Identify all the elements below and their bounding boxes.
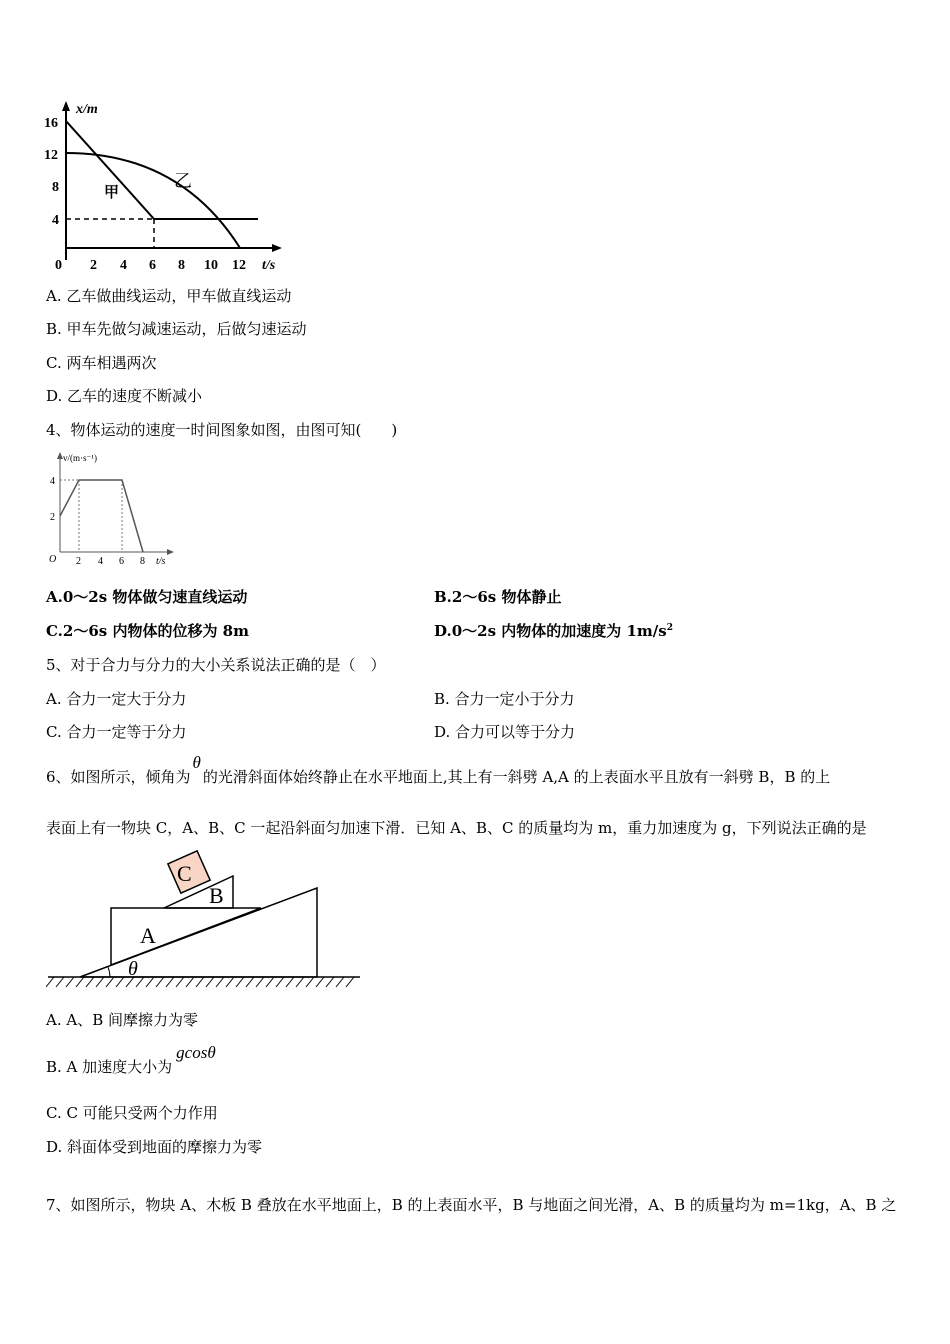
- velocity-line: [60, 480, 143, 552]
- x-tick: 6: [149, 258, 156, 273]
- q3-option-a: A. 乙车做曲线运动，甲车做直线运动: [46, 287, 292, 305]
- x-tick: 4: [120, 258, 127, 273]
- y-tick: 12: [44, 148, 58, 163]
- series-yi-curve: [66, 153, 240, 248]
- q6-option-d: D. 斜面体受到地面的摩擦力为零: [46, 1138, 263, 1156]
- q5-stem: 5、对于合力与分力的大小关系说法正确的是（ ）: [46, 656, 386, 674]
- q5-option-b: B. 合力一定小于分力: [434, 690, 575, 708]
- y-tick: 4: [52, 213, 59, 228]
- incline-figure: [46, 845, 366, 995]
- t-axis-label: t/s: [156, 556, 166, 567]
- v-tick: 2: [50, 512, 55, 523]
- series-jia-label: 甲: [104, 185, 120, 201]
- q3-option-b: B. 甲车先做匀减速运动，后做匀速运动: [46, 320, 307, 338]
- x-axis-label: t/s: [262, 258, 276, 273]
- q5-option-a: A. 合力一定大于分力: [46, 690, 187, 708]
- q3-option-d: D. 乙车的速度不断减小: [46, 387, 203, 405]
- q3-option-c: C. 两车相遇两次: [46, 354, 157, 372]
- q6-option-b: B. A 加速度大小为gcosθ: [46, 1043, 216, 1076]
- v-axis-label: v/(m·s⁻¹): [63, 453, 97, 463]
- vt-graph: [46, 450, 186, 572]
- label-a: A: [140, 923, 156, 948]
- q6-option-a: A. A、B 间摩擦力为零: [46, 1011, 198, 1029]
- x-tick: 12: [232, 258, 246, 273]
- q4-option-b: B.2～6s 物体静止: [434, 588, 562, 606]
- q4-option-c: C.2～6s 内物体的位移为 8m: [46, 622, 249, 640]
- x-tick: 8: [178, 258, 185, 273]
- origin-label: O: [49, 554, 57, 565]
- y-tick: 16: [44, 116, 58, 131]
- label-b: B: [209, 883, 224, 908]
- x-tick: 2: [90, 258, 97, 273]
- label-c: C: [177, 861, 192, 886]
- q5-option-d: D. 合力可以等于分力: [434, 723, 576, 741]
- q6-option-c: C. C 可能只受两个力作用: [46, 1104, 218, 1122]
- q6-stem-line2: 表面上有一物块 C，A、B、C 一起沿斜面匀加速下滑．已知 A、B、C 的质量均为 m，重力加速度为 g，下列说法正确的是: [46, 819, 867, 837]
- q4-option-d: D.0～2s 内物体的加速度为 $1m/s^2$: [434, 622, 673, 640]
- q6-stem-line1: 6、如图所示，倾角为θ的光滑斜面体始终静止在水平地面上,其上有一斜劈 A,A 的上表面水平且放有一斜劈 B，B 的上: [46, 753, 831, 786]
- q4-stem: 4、物体运动的速度一时间图象如图，由图可知( ): [46, 421, 398, 439]
- q4-option-a: A.0～2s 物体做匀速直线运动: [46, 588, 248, 606]
- label-theta: θ: [128, 958, 138, 980]
- series-yi-label: 乙: [174, 171, 192, 191]
- wedge-a: [111, 908, 261, 965]
- t-tick: 8: [140, 556, 145, 567]
- t-tick: 6: [119, 556, 124, 567]
- y-tick: 8: [52, 180, 59, 195]
- v-tick: 4: [50, 476, 55, 487]
- x-tick: 0: [55, 258, 62, 273]
- series-jia-line: [66, 121, 258, 219]
- x-tick: 10: [204, 258, 218, 273]
- q7-stem: 7、如图所示，物块 A、木板 B 叠放在水平地面上，B 的上表面水平，B 与地面之间光滑，A、B 的质量均为 m=1kg，A、B 之: [46, 1196, 897, 1214]
- t-tick: 2: [76, 556, 81, 567]
- y-axis-label: x/m: [76, 102, 98, 117]
- xt-graph: [30, 95, 300, 275]
- q5-option-c: C. 合力一定等于分力: [46, 723, 187, 741]
- t-tick: 4: [98, 556, 103, 567]
